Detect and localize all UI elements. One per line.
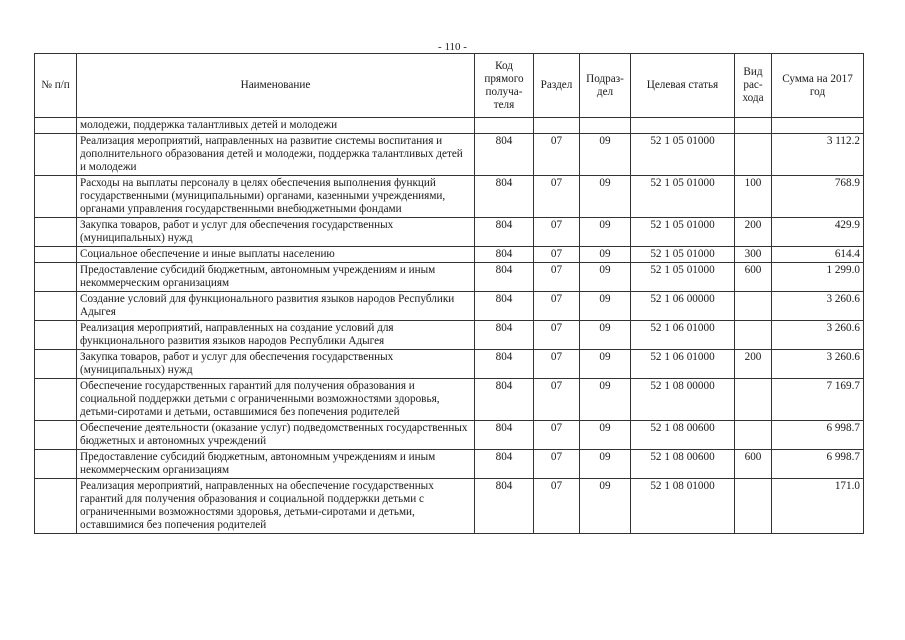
cell-name: Реализация мероприятий, направленных на обеспечение государственных гарантий для получения образования и социальной поддержки детьми с ограниченными возможностями здоровья, детьми-сиротами и детьми, оставшимися без попечения родителей <box>77 479 475 534</box>
cell-type: 600 <box>735 450 772 479</box>
cell-type <box>735 479 772 534</box>
cell-sum: 614.4 <box>772 247 864 263</box>
cell-sum: 3 260.6 <box>772 321 864 350</box>
cell-section: 07 <box>534 421 580 450</box>
table-row <box>35 379 864 421</box>
budget-table <box>34 53 864 534</box>
cell-section: 07 <box>534 350 580 379</box>
cell-name: молодежи, поддержка талантливых детей и молодежи <box>77 118 475 134</box>
cell-num <box>35 421 77 450</box>
cell-num <box>35 379 77 421</box>
cell-target: 52 1 08 00600 <box>631 421 735 450</box>
table-row <box>35 421 864 450</box>
cell-subsection: 09 <box>580 176 631 218</box>
cell-type <box>735 292 772 321</box>
cell-target: 52 1 08 00000 <box>631 379 735 421</box>
cell-type: 200 <box>735 218 772 247</box>
cell-target: 52 1 05 01000 <box>631 247 735 263</box>
cell-subsection: 09 <box>580 479 631 534</box>
header-code: Код прямого получа-теля <box>475 54 534 118</box>
cell-target <box>631 118 735 134</box>
table-row <box>35 321 864 350</box>
table-row <box>35 450 864 479</box>
cell-subsection: 09 <box>580 218 631 247</box>
cell-sum: 171.0 <box>772 479 864 534</box>
cell-code: 804 <box>475 247 534 263</box>
cell-code: 804 <box>475 421 534 450</box>
cell-sum: 3 260.6 <box>772 292 864 321</box>
table-row <box>35 134 864 176</box>
cell-num <box>35 450 77 479</box>
cell-num <box>35 118 77 134</box>
cell-sum: 3 260.6 <box>772 350 864 379</box>
cell-num <box>35 176 77 218</box>
cell-section: 07 <box>534 247 580 263</box>
cell-name: Реализация мероприятий, направленных на развитие системы воспитания и дополнительного образования детей и молодежи, поддержка талантливых детей и молодежи <box>77 134 475 176</box>
cell-sum: 3 112.2 <box>772 134 864 176</box>
cell-type <box>735 118 772 134</box>
cell-num <box>35 321 77 350</box>
cell-subsection: 09 <box>580 450 631 479</box>
cell-sum: 6 998.7 <box>772 421 864 450</box>
cell-code: 804 <box>475 134 534 176</box>
cell-section: 07 <box>534 292 580 321</box>
cell-name: Обеспечение государственных гарантий для получения образования и социальной поддержки детьми с ограниченными возможностями здоровья, детьми-сиротами и детьми, оставшимися без попечения родителей <box>77 379 475 421</box>
cell-type <box>735 421 772 450</box>
cell-name: Реализация мероприятий, направленных на создание условий для функционального развития языков народов Республики Адыгея <box>77 321 475 350</box>
cell-subsection: 09 <box>580 321 631 350</box>
cell-num <box>35 292 77 321</box>
cell-code: 804 <box>475 450 534 479</box>
cell-section: 07 <box>534 218 580 247</box>
cell-num <box>35 350 77 379</box>
cell-target: 52 1 06 00000 <box>631 292 735 321</box>
cell-sum: 768.9 <box>772 176 864 218</box>
cell-section: 07 <box>534 479 580 534</box>
header-name: Наименование <box>77 54 475 118</box>
cell-subsection: 09 <box>580 134 631 176</box>
cell-name: Предоставление субсидий бюджетным, автономным учреждениям и иным некоммерческим организациям <box>77 263 475 292</box>
cell-type: 600 <box>735 263 772 292</box>
table-row <box>35 218 864 247</box>
cell-name: Расходы на выплаты персоналу в целях обеспечения выполнения функций государственными (муниципальными) органами, казенными учреждениями, органами управления государственными внебюджетными фондами <box>77 176 475 218</box>
cell-num <box>35 134 77 176</box>
header-type: Вид рас-хода <box>735 54 772 118</box>
cell-code: 804 <box>475 379 534 421</box>
cell-section: 07 <box>534 134 580 176</box>
cell-sum <box>772 118 864 134</box>
table-row <box>35 176 864 218</box>
cell-target: 52 1 05 01000 <box>631 263 735 292</box>
cell-type: 300 <box>735 247 772 263</box>
page-number: - 110 - <box>438 41 467 53</box>
table-row <box>35 350 864 379</box>
cell-section: 07 <box>534 379 580 421</box>
cell-sum: 1 299.0 <box>772 263 864 292</box>
cell-subsection: 09 <box>580 247 631 263</box>
cell-code: 804 <box>475 263 534 292</box>
cell-name: Предоставление субсидий бюджетным, автономным учреждениям и иным некоммерческим организациям <box>77 450 475 479</box>
cell-target: 52 1 08 00600 <box>631 450 735 479</box>
cell-num <box>35 479 77 534</box>
table-body <box>35 118 864 534</box>
cell-type <box>735 321 772 350</box>
table-row <box>35 292 864 321</box>
cell-name: Социальное обеспечение и иные выплаты населению <box>77 247 475 263</box>
cell-type: 100 <box>735 176 772 218</box>
cell-subsection: 09 <box>580 379 631 421</box>
cell-section: 07 <box>534 176 580 218</box>
table-row <box>35 263 864 292</box>
header-target: Целевая статья <box>631 54 735 118</box>
cell-sum: 429.9 <box>772 218 864 247</box>
cell-section <box>534 118 580 134</box>
cell-code: 804 <box>475 479 534 534</box>
cell-name: Закупка товаров, работ и услуг для обеспечения государственных (муниципальных) нужд <box>77 350 475 379</box>
cell-target: 52 1 06 01000 <box>631 321 735 350</box>
cell-name: Закупка товаров, работ и услуг для обеспечения государственных (муниципальных) нужд <box>77 218 475 247</box>
header-sum: Сумма на 2017 год <box>772 54 864 118</box>
table-row <box>35 247 864 263</box>
header-num: № п/п <box>35 54 77 118</box>
cell-subsection: 09 <box>580 263 631 292</box>
cell-code: 804 <box>475 292 534 321</box>
table-row <box>35 479 864 534</box>
header-section: Раздел <box>534 54 580 118</box>
cell-sum: 6 998.7 <box>772 450 864 479</box>
cell-section: 07 <box>534 321 580 350</box>
cell-type <box>735 134 772 176</box>
cell-code: 804 <box>475 350 534 379</box>
cell-section: 07 <box>534 263 580 292</box>
table-row <box>35 118 864 134</box>
cell-target: 52 1 05 01000 <box>631 134 735 176</box>
cell-code <box>475 118 534 134</box>
cell-num <box>35 247 77 263</box>
cell-code: 804 <box>475 321 534 350</box>
cell-name: Создание условий для функционального развития языков народов Республики Адыгея <box>77 292 475 321</box>
header-subsection: Подраз-дел <box>580 54 631 118</box>
cell-sum: 7 169.7 <box>772 379 864 421</box>
cell-num <box>35 263 77 292</box>
cell-target: 52 1 06 01000 <box>631 350 735 379</box>
cell-subsection: 09 <box>580 421 631 450</box>
cell-subsection <box>580 118 631 134</box>
cell-type: 200 <box>735 350 772 379</box>
cell-section: 07 <box>534 450 580 479</box>
cell-subsection: 09 <box>580 350 631 379</box>
cell-code: 804 <box>475 218 534 247</box>
cell-num <box>35 218 77 247</box>
cell-name: Обеспечение деятельности (оказание услуг) подведомственных государственных бюджетных и автономных учреждений <box>77 421 475 450</box>
cell-subsection: 09 <box>580 292 631 321</box>
cell-type <box>735 379 772 421</box>
cell-target: 52 1 05 01000 <box>631 176 735 218</box>
cell-code: 804 <box>475 176 534 218</box>
cell-target: 52 1 05 01000 <box>631 218 735 247</box>
header-row <box>35 54 864 118</box>
cell-target: 52 1 08 01000 <box>631 479 735 534</box>
